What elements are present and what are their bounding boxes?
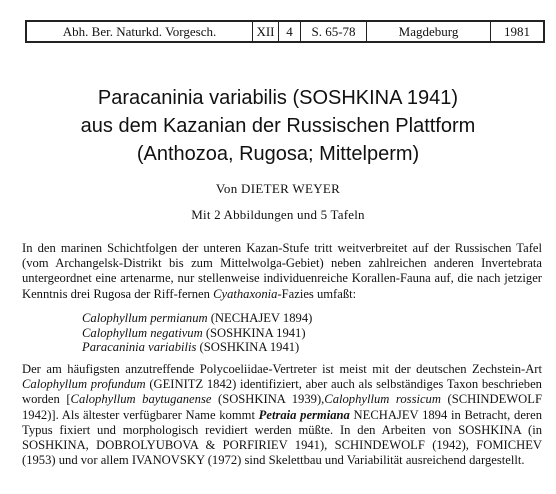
paper-title-line-3: (Anthozoa, Rugosa; Mittelperm) [136,143,420,165]
body-text-2: (GEINITZ 1842) identifiziert, aber auch als selbständiges Taxon beschrieben worden [ [22,377,542,407]
species-author: (SOSHKINA 1941) [196,340,300,355]
body-text-4: (SCHINDEWOLF 1942)]. Als ältester verfügbarer Name kommt [22,392,542,422]
body-taxon-bold: Petraia permiana [258,407,350,422]
journal-pages: S. 65-78 [301,22,367,41]
species-name: Paracaninia variabilis [82,340,197,355]
body-text-3: (SOSHKINA 1939), [211,392,325,407]
author-line: Von DIETER WEYER [215,181,341,196]
body-text-5: NECHAJEV 1894 in Betracht, deren Typus fixiert und morphologisch revidiert werden müßte. In den Arbeiten von SOSHKINA (in SOSHKINA, DOBROLYUBOVA & PORFIRIEV 1941), SCHINDEWOLF (1942), FOMICHEV (1953) und vor allem IVANOVSKY (1972) sind Skelettbau und Variabilität ausreichend dargestellt. [22,407,542,468]
journal-place: Magdeburg [367,22,491,41]
intro-text-a: In den marinen Schichtfolgen der unteren Kazan-Stufe tritt weitverbreitet auf der Russischen Tafel (vom Archangelsk-Distrikt bis zum Mittelwolga-Gebiet) neben zahlreichen anderen Invertebrata untergeordnet eine artenarme, nur stellenweise individuenreiche Korallen-Fauna auf, die nach jetziger Kenntnis drei Rugosa der Riff-fernen [22,241,542,301]
body-taxon-2: Calophyllum baytuganense [70,392,212,407]
journal-name: Abh. Ber. Naturkd. Vorgesch. [27,22,253,41]
journal-volume: XII [253,22,279,41]
intro-cyathaxonia: Cyathaxonia [213,286,278,301]
species-item [82,311,312,326]
journal-year: 1981 [504,23,530,39]
body-taxon-3: Calophyllum rossicum [324,392,441,407]
body-text-1: Der am häufigsten anzutreffende Polycoeliidae-Vertreter ist meist mit der deutschen Zechstein-Art [22,362,542,376]
body-paragraph [22,362,542,468]
species-author: (NECHAJEV 1894) [207,311,313,325]
intro-paragraph [22,241,542,302]
species-name: Calophyllum permianum [82,311,208,325]
figures-plates-line: Mit 2 Abbildungen und 5 Tafeln [191,207,365,222]
journal-header-box [25,20,545,43]
species-item [82,326,312,341]
paper-title-line-2: aus dem Kazanian der Russischen Plattform [80,115,476,137]
paper-title-line-1: Paracaninia variabilis (SOSHKINA 1941) [97,87,459,109]
intro-text-b: -Fazies umfaßt: [277,286,357,301]
species-author: (SOSHKINA 1941) [202,325,306,340]
species-name: Calophyllum negativum [82,325,203,340]
species-list [82,311,312,355]
body-taxon-1: Calophyllum profundum [22,377,146,392]
species-item [82,340,312,355]
journal-issue: 4 [279,22,301,41]
